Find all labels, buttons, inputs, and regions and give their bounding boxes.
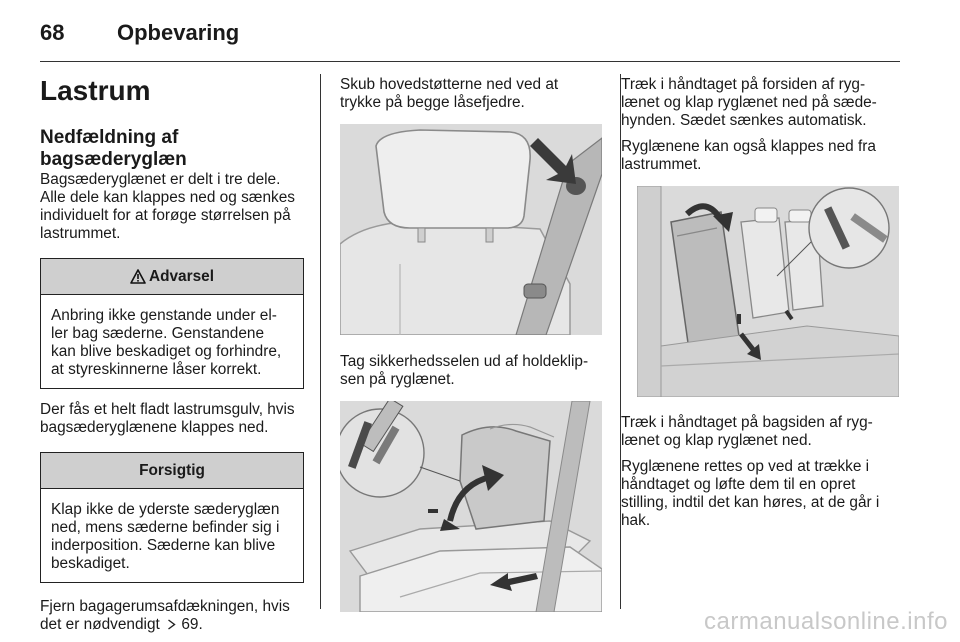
warning-box-title: Advarsel — [148, 267, 215, 285]
from-cargo-paragraph: Ryglænene kan også klappes ned fra lastrummet. — [621, 138, 876, 173]
rear-handle-paragraph: Træk i håndtaget på bagsiden af ryg-lænet og klap ryglænet ned. — [621, 414, 873, 449]
front-handle-paragraph: Træk i håndtaget på forsiden af ryg-lænet og klap ryglænet ned på sæde-hynden. Sædet sænkes automatisk. — [621, 76, 877, 129]
remove-cover-paragraph — [40, 598, 304, 634]
page-reference-link[interactable]: 69. — [181, 616, 203, 633]
caution-box-title: Forsigtig — [139, 461, 205, 479]
rear-handle-illustration — [637, 186, 899, 397]
seatbelt-illustration — [340, 401, 602, 612]
chapter-title: Opbevaring — [117, 20, 240, 45]
seatbelt-paragraph: Tag sikkerhedsselen ud af holdeklip-sen på ryglænet. — [340, 353, 589, 388]
column-3 — [621, 76, 901, 530]
column-divider-1 — [320, 74, 321, 609]
caution-box-body: Klap ikke de yderste sæderyglæn ned, mens sæderne befinder sig i inderposition. Sæderne kan blive beskadiget. — [51, 501, 280, 572]
flat-floor-paragraph: Der fås et helt fladt lastrumsgulv, hvis bagsæderyglænene klappes ned. — [40, 401, 295, 436]
caution-box-header — [41, 453, 303, 489]
raise-paragraph: Ryglænene rettes op ved at trække i håndtaget og løfte dem til en opret stilling, indtil det kan høres, at de går i hak. — [621, 458, 880, 529]
column-1 — [40, 72, 304, 634]
warning-box — [40, 258, 304, 389]
sub-title: Nedfældning af bagsæderyglæn — [40, 127, 187, 170]
page-number: 68 — [40, 20, 65, 45]
header-divider — [40, 61, 900, 62]
warning-box-header — [41, 259, 303, 295]
intro-paragraph: Bagsæderyglænet er delt i tre dele. Alle dele kan klappes ned og sænkes individuelt for at forøge størrelsen på lastrummet. — [40, 171, 295, 242]
page-reference-icon — [167, 619, 176, 630]
headrest-paragraph: Skub hovedstøtterne ned ved at trykke på begge låsefjedre. — [340, 76, 559, 111]
warning-box-body: Anbring ikke genstande under el-ler bag sæderne. Genstandene kan blive beskadiget og forhindre, at styreskinnerne låser korrekt. — [51, 307, 282, 378]
watermark: carmanualsonline.info — [704, 608, 948, 635]
warning-triangle-icon — [130, 269, 146, 284]
column-2 — [340, 76, 602, 612]
caution-box — [40, 452, 304, 583]
remove-cover-text: Fjern bagagerumsafdækningen, hvis det er nødvendigt — [40, 598, 290, 633]
headrest-illustration — [340, 124, 602, 335]
section-title: Lastrum — [40, 75, 151, 106]
